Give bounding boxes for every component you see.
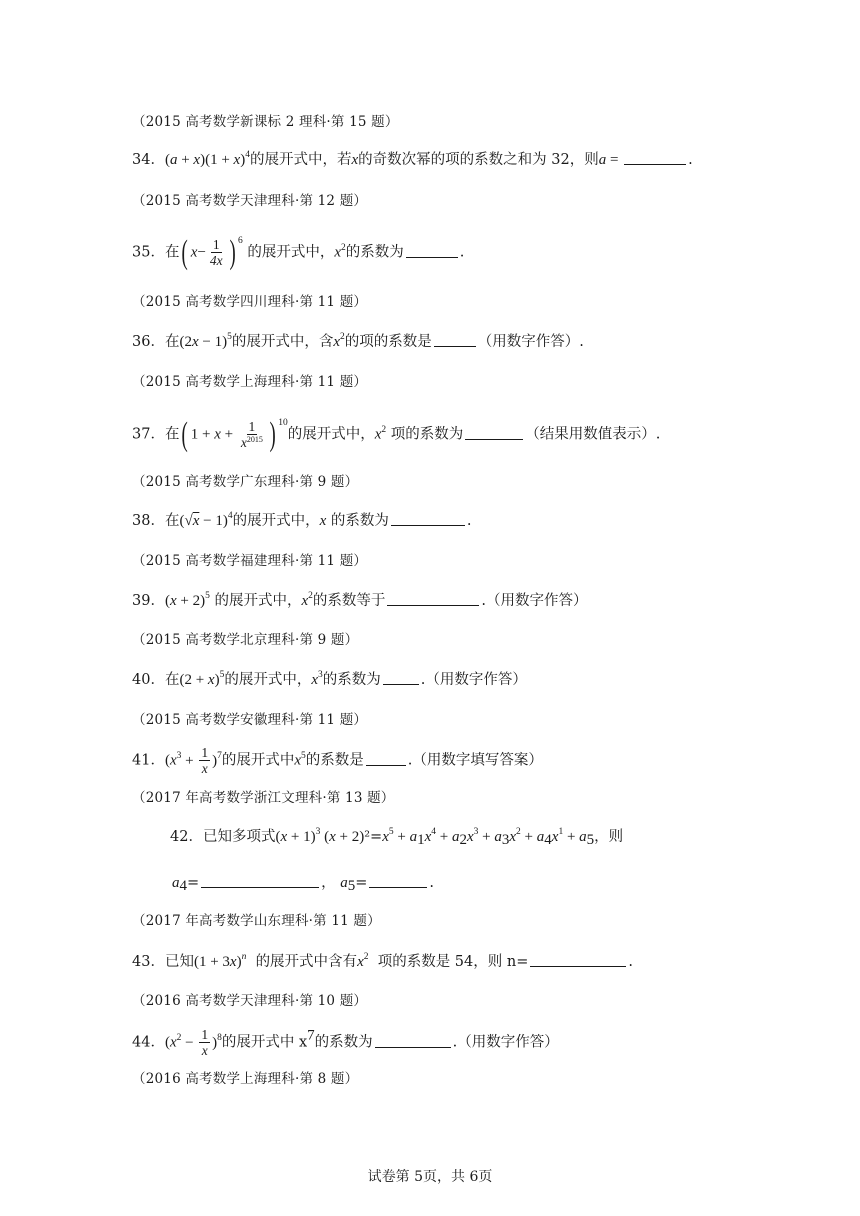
question-number: 35．在 <box>132 244 180 261</box>
question-37: 37．在( 1 + x + $\frac{1}{x^{2015}}$ ) $^{10}$的展开式中，$x^2$ 项的系数为 （结果用数值表示）. <box>132 415 661 453</box>
question-44: 44．($x^2$ − $\frac{1}{x}$ )$^8$的展开式中 $x^7$的系数为 .（用数字作答） <box>132 1027 559 1058</box>
question-42-answers: $a_4=$ ， $a_5=$ . <box>172 872 800 894</box>
source-note: （2015 高考数学天津理科·第 12 题） <box>132 193 368 209</box>
answer-blank[interactable] <box>530 951 626 967</box>
page-footer: 试卷第 5页，共 6页 <box>367 1169 493 1185</box>
question-number: 39． <box>132 593 165 609</box>
answer-blank[interactable] <box>406 242 458 258</box>
source-note: （2015 高考数学福建理科·第 11 题） <box>132 553 368 569</box>
source-note: （2015 高考数学上海理科·第 11 题） <box>132 374 368 390</box>
source-note: （2016 高考数学上海理科·第 8 题） <box>132 1071 359 1087</box>
question-number: 42．已知多项式 <box>170 829 276 845</box>
answer-blank[interactable] <box>383 669 419 685</box>
question-42: 42．已知多项式$(x + 1)^3$ $(x + 2)^2=x^5 + a_1x^4 + a_2x^3 + a_3x^2 + a_4x^1 + a_5$，则 <box>170 827 624 848</box>
source-note: （2015 高考数学四川理科·第 11 题） <box>132 294 368 310</box>
answer-blank[interactable] <box>465 424 523 440</box>
source-note: （2016 高考数学天津理科·第 10 题） <box>132 993 368 1009</box>
question-40: 40．在$(2 + x)^5$的展开式中，$x^3$的系数为 .（用数字作答） <box>132 670 527 688</box>
question-36: 36．在$(2x - 1)^5$的展开式中，含$x^2$的项的系数是 （用数字作答）. <box>132 332 584 350</box>
question-number: 37．在 <box>132 426 180 443</box>
answer-blank[interactable] <box>391 510 465 526</box>
question-34: 34．$(a + x)(1 + x)^4$的展开式中，若x的奇数次幂的项的系数之和为 32，则a = . <box>132 150 693 168</box>
source-note: （2017 年高考数学浙江文理科·第 13 题） <box>132 790 395 806</box>
answer-blank[interactable] <box>366 750 406 766</box>
source-note: （2017 年高考数学山东理科·第 11 题） <box>132 913 381 929</box>
answer-blank[interactable] <box>434 331 476 347</box>
question-number: 34． <box>132 152 165 168</box>
question-35: 35．在( x− $\frac{1}{4x}$ ) $^6$ 的展开式中，$x^2$的系数为 . <box>132 233 465 271</box>
question-39: 39．$(x + 2)^5$ 的展开式中，$x^2$的系数等于 .（用数字作答） <box>132 591 588 609</box>
question-38: 38．在$(√x - 1)^4$的展开式中，x 的系数为 . <box>132 511 472 529</box>
question-number: 40．在 <box>132 672 180 688</box>
question-number: 36．在 <box>132 334 180 350</box>
question-43: 43．已知$(1 + 3x)^n$ 的展开式中含有$x^2$ 项的系数是 54，则 n= . <box>132 952 633 970</box>
answer-blank[interactable] <box>387 590 479 606</box>
question-41: 41．($x^3$ + $\frac{1}{x}$ )$^7$的展开式中$x^5$的系数是 .（用数字填写答案） <box>132 745 543 776</box>
answer-blank[interactable] <box>369 872 427 888</box>
question-number: 38．在 <box>132 513 180 529</box>
answer-blank[interactable] <box>624 149 686 165</box>
answer-blank[interactable] <box>375 1032 451 1048</box>
source-note: （2015 高考数学广东理科·第 9 题） <box>132 474 359 490</box>
source-note: （2015 高考数学安徽理科·第 11 题） <box>132 712 368 728</box>
source-note: （2015 高考数学北京理科·第 9 题） <box>132 632 359 648</box>
answer-blank[interactable] <box>201 872 319 888</box>
question-number: 44． <box>132 1034 165 1051</box>
source-note: （2015 高考数学新课标 2 理科·第 15 题） <box>132 114 399 130</box>
question-number: 43．已知 <box>132 954 194 970</box>
question-number: 41． <box>132 752 165 769</box>
